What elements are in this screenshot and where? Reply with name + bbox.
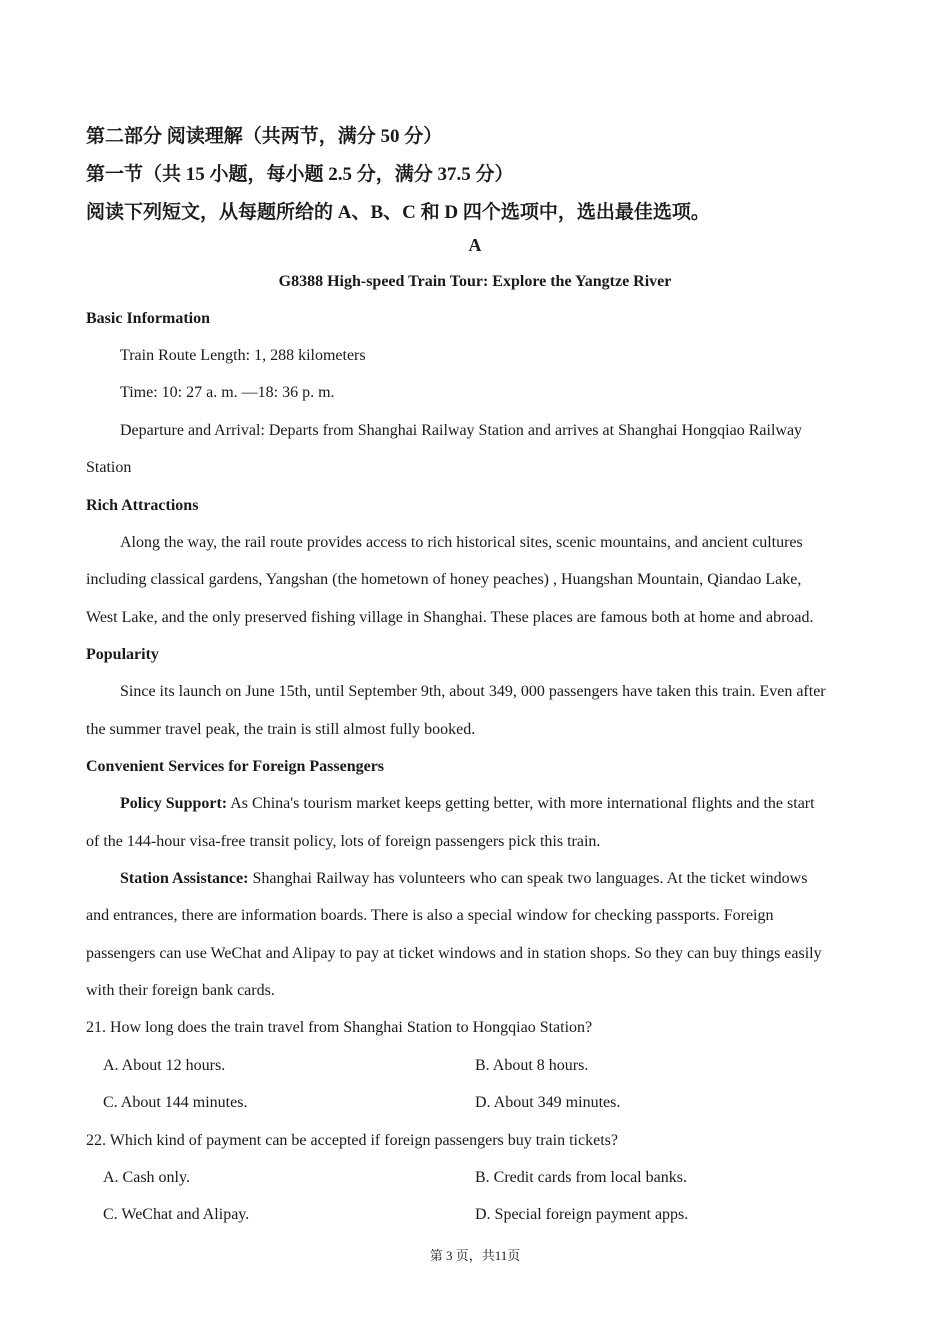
route-length: Train Route Length: 1, 288 kilometers — [120, 347, 366, 364]
station-line-3: passengers can use WeChat and Alipay to pay at ticket windows and in station shops. So they can buy things easily — [86, 945, 822, 962]
question-21-option-b: B. About 8 hours. — [475, 1057, 589, 1074]
instruction: 阅读下列短文，从每题所给的 A、B、C 和 D 四个选项中，选出最佳选项。 — [86, 202, 710, 223]
services-heading: Convenient Services for Foreign Passengers — [86, 758, 385, 775]
question-21-option-a: A. About 12 hours. — [103, 1057, 226, 1074]
popularity-line-1: Since its launch on June 15th, until September 9th, about 349, 000 passengers have taken this train. Even after — [120, 683, 826, 700]
station-line-2: and entrances, there are information boards. There is also a special window for checking passports. Foreign — [86, 907, 774, 924]
station-line-4: with their foreign bank cards. — [86, 982, 275, 999]
departure-line-2: Station — [86, 459, 132, 476]
section-heading: 第一节（共 15 小题，每小题 2.5 分，满分 37.5 分） — [86, 164, 514, 185]
station-line-1 — [120, 870, 807, 888]
passage-letter: A — [468, 235, 482, 255]
policy-line-1 — [120, 795, 815, 813]
passage-title: G8388 High-speed Train Tour: Explore the Yangtze River — [278, 273, 672, 290]
question-22-stem: 22. Which kind of payment can be accepted if foreign passengers buy train tickets? — [86, 1132, 618, 1149]
policy-line-2: of the 144-hour visa-free transit policy, lots of foreign passengers pick this train. — [86, 833, 601, 850]
departure-line-1: Departure and Arrival: Departs from Shanghai Railway Station and arrives at Shanghai Hongqiao Railway — [120, 422, 803, 439]
question-22-option-a: A. Cash only. — [103, 1169, 190, 1186]
policy-label: Policy Support: — [120, 795, 228, 812]
policy-text: As China's tourism market keeps getting better, with more international flights and the start — [227, 795, 815, 812]
station-text: Shanghai Railway has volunteers who can speak two languages. At the ticket windows — [248, 870, 808, 887]
question-22-option-d: D. Special foreign payment apps. — [475, 1206, 689, 1223]
attractions-line-3: West Lake, and the only preserved fishing village in Shanghai. These places are famous both at home and abroad. — [86, 609, 814, 626]
question-21-option-d: D. About 349 minutes. — [475, 1094, 621, 1111]
question-21-option-c: C. About 144 minutes. — [103, 1094, 248, 1111]
page-footer: 第 3 页，共11页 — [429, 1248, 521, 1263]
time-info: Time: 10: 27 a. m. —18: 36 p. m. — [120, 384, 335, 401]
station-label: Station Assistance: — [120, 870, 249, 887]
part-heading: 第二部分 阅读理解（共两节，满分 50 分） — [86, 126, 443, 147]
attractions-line-1: Along the way, the rail route provides access to rich historical sites, scenic mountains, and ancient cultures — [120, 534, 803, 551]
attractions-line-2: including classical gardens, Yangshan (the hometown of honey peaches) , Huangshan Mountain, Qiandao Lake, — [86, 571, 802, 588]
basic-info-heading: Basic Information — [86, 310, 210, 327]
popularity-line-2: the summer travel peak, the train is still almost fully booked. — [86, 721, 476, 738]
question-21-stem: 21. How long does the train travel from Shanghai Station to Hongqiao Station? — [86, 1019, 593, 1036]
attractions-heading: Rich Attractions — [86, 497, 199, 514]
question-22-option-b: B. Credit cards from local banks. — [475, 1169, 687, 1186]
popularity-heading: Popularity — [86, 646, 159, 663]
question-22-option-c: C. WeChat and Alipay. — [103, 1206, 250, 1223]
